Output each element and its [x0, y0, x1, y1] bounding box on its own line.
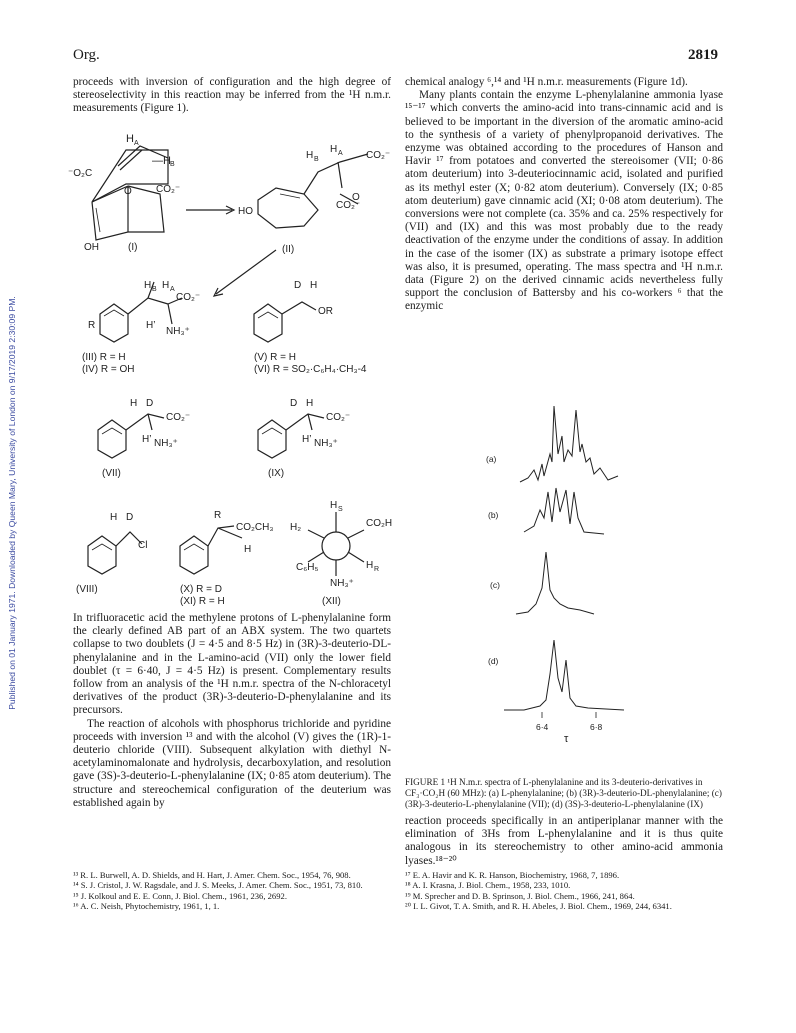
svg-text:CO₂⁻: CO₂⁻	[156, 184, 181, 195]
svg-text:H: H	[310, 280, 318, 291]
panel-label-a: (a)	[486, 454, 497, 464]
nmr-spectra-figure	[484, 392, 724, 772]
right-references	[405, 870, 723, 912]
svg-text:A: A	[170, 286, 175, 293]
label-IV: (IV) R = OH	[82, 364, 135, 375]
reference-17: ¹⁷ E. A. Havir and K. R. Hanson, Biochemistry, 1968, 7, 1896.	[405, 870, 620, 880]
svg-text:H: H	[330, 500, 338, 511]
svg-text:H: H	[110, 512, 118, 523]
svg-text:CO₂⁻: CO₂⁻	[366, 150, 391, 161]
figure-caption: FIGURE 1 ¹H N.m.r. spectra of L-phenylalanine and its 3-deuterio-derivatives in CF₃·CO₂H (60 MHz): (a) L-phenylalanine; (b) (3R)-3-deuterio-DL-phenylalanine; (c) (3R)-3-deuterio-L-phenylalanine (VII); (d) (3S)-3-deuterio-L-phenylalanine (IX)	[405, 777, 722, 809]
left-intro-paragraph: proceeds with inversion of configuration and the high degree of stereoselectivity in this reaction may be inferred from the ¹H n.m.r. measurements (Figure 1).	[73, 76, 391, 115]
tick-6-8: 6·8	[590, 722, 603, 732]
svg-text:B: B	[314, 156, 319, 163]
svg-text:CO₂CH₃: CO₂CH₃	[236, 522, 274, 533]
label-I: (I)	[128, 242, 138, 253]
svg-text:CO₂⁻: CO₂⁻	[336, 200, 361, 211]
panel-label-b: (b)	[488, 510, 499, 520]
reference-19: ¹⁹ M. Sprecher and D. B. Sprinson, J. Biol. Chem., 1966, 241, 864.	[405, 890, 635, 901]
journal-name: Org.	[73, 47, 100, 63]
svg-text:H’: H’	[146, 320, 156, 331]
svg-text:A: A	[134, 140, 139, 147]
spectrum-d	[504, 640, 624, 710]
label-XII: (XII)	[322, 596, 341, 607]
svg-text:—H: —H	[152, 155, 171, 167]
paragraph-analogy: chemical analogy ⁶,¹⁴ and ¹H n.m.r. measurements (Figure 1d).	[405, 76, 688, 88]
svg-text:H: H	[366, 560, 374, 571]
svg-text:NH₃⁺: NH₃⁺	[330, 578, 354, 589]
right-bottom-paragraph: reaction proceeds specifically in an antiperiplanar manner with the elimination of 3Hs from L-phenylalanine and it is thus quite analogous in its stereochemistry to other amino-acid ammonia lyases.¹⁸⁻²⁰	[405, 815, 723, 867]
paragraph-enzyme: Many plants contain the enzyme L-phenylalanine ammonia lyase ¹⁵⁻¹⁷ which converts the amino-acid into trans-cinnamic acid and is believed to be important in the diversion of the aromatic amino-acid to the synthesis of a variety of phenylpropanoid derivatives. The enzyme was obtained according to the procedures of Hanson and Havir ¹⁷ from potatoes and converted the stereoisomer (VII; 0·86 atom deuterium) into 3-deuteriocinnamic acid, isolated and purified as its methyl ester (X; 0·82 atom deuterium). Conversely (IX; 0·85 atom deuterium) gave cinnamic acid (XI; 0·08 atom deuterium). The conversions were not complete (ca. 35% and ca. 25% respectively for (VII) and (IX) and this was most probably due to the ready deactivation of the enzyme under the conditions of assay. In addition in the case of the isomer (IX) as substrate a primary isotope effect was also, it is presumed, operating. The mass spectra and ¹H n.m.r. data (Figure 2) on the derived cinnamic acids nevertheless fully support the conclusion of Battersby and his co-workers ⁶ that the enzymic	[405, 89, 723, 313]
reference-16: ¹⁶ A. C. Neish, Phytochemistry, 1961, 1, 1.	[73, 901, 220, 912]
spectrum-c	[516, 552, 594, 614]
svg-text:B: B	[170, 161, 175, 168]
svg-text:H₂: H₂	[290, 522, 302, 533]
svg-text:H: H	[126, 133, 134, 145]
svg-text:R: R	[214, 510, 222, 521]
reference-14: ¹⁴ S. J. Cristol, J. W. Ragsdale, and J. S. Meeks, J. Amer. Chem. Soc., 1951, 73, 810.	[73, 880, 363, 891]
svg-text:NH₃⁺: NH₃⁺	[166, 326, 190, 337]
svg-text:C₆H₅: C₆H₅	[296, 562, 319, 573]
svg-text:B: B	[152, 286, 157, 293]
svg-text:H: H	[306, 150, 314, 161]
svg-text:CO₂⁻: CO₂⁻	[326, 412, 351, 423]
svg-text:H: H	[130, 398, 138, 409]
paragraph-alcohols: The reaction of alcohols with phosphorus trichloride and pyridine proceeds with inversion ¹³ and with the alcohol (V) gives the (1R)-1-deuterio chloride (VIII). Subsequent alkylation with diethyl N-acetylaminomalonate and hydrolysis, decarboxylation, and resolution gave (3S)-3-deuterio-L-phenylalanine (IX; 0·85 atom deuterium). The structure and stereochemical configuration of the deuterium was established again by	[73, 717, 391, 809]
svg-text:H: H	[244, 544, 252, 555]
spectrum-a	[520, 406, 618, 482]
svg-text:NH₃⁺: NH₃⁺	[314, 438, 338, 449]
reference-20: ²⁰ I. L. Givot, T. A. Smith, and R. H. Abeles, J. Biol. Chem., 1969, 244, 6341.	[405, 901, 672, 912]
reference-13: ¹³ R. L. Burwell, A. D. Shields, and H. Hart, J. Amer. Chem. Soc., 1954, 76, 908.	[73, 870, 351, 880]
reference-15: ¹⁵ J. Kolkoul and E. E. Conn, J. Biol. Chem., 1961, 236, 2692.	[73, 890, 287, 901]
svg-text:H: H	[162, 280, 170, 291]
axis-tau: τ	[564, 733, 569, 745]
svg-text:S: S	[338, 506, 343, 513]
svg-text:D: D	[146, 398, 154, 409]
svg-text:D: D	[290, 398, 298, 409]
svg-text:CO₂⁻: CO₂⁻	[176, 292, 201, 303]
paragraph-methylene: In trifluoracetic acid the methylene protons of L-phenylalanine form the clearly defined AB part of an ABX system. The two quartets collapse to two doublets (J = 4·5 and 8·5 Hz) in (3R)-3-deuterio-DL-phenylalanine and in the L-amino-acid (VII) only the lower field doublet (τ = 6·40, J = 4·5 Hz) is present. Complementary results follow from an analysis of the ¹H n.m.r. spectra of the N-chloracetyl derivatives of the product (3R)-3-deuterio-D-phenylalanine and its precursors.	[73, 612, 391, 717]
right-top-column	[405, 76, 723, 314]
svg-text:H: H	[330, 144, 338, 155]
svg-text:CO₂H: CO₂H	[366, 518, 393, 529]
label-XI: (XI) R = H	[180, 596, 225, 607]
svg-text:OH: OH	[84, 242, 99, 253]
download-notice: Published on 01 January 1971. Downloaded by Queen Mary, University of London on 9/17/2019 2:30:09 PM.	[7, 296, 17, 710]
svg-text:O: O	[124, 186, 132, 197]
svg-text:H: H	[306, 398, 314, 409]
reference-18: ¹⁸ A. I. Krasna, J. Biol. Chem., 1958, 233, 1010.	[405, 880, 571, 891]
svg-text:Cl: Cl	[138, 540, 148, 551]
svg-text:D: D	[126, 512, 134, 523]
page-number: 2819	[688, 47, 718, 63]
svg-text:R: R	[374, 566, 380, 573]
svg-text:CO₂⁻: CO₂⁻	[166, 412, 191, 423]
svg-text:O: O	[352, 192, 360, 203]
svg-text:A: A	[338, 150, 343, 157]
left-body	[73, 612, 391, 810]
tick-6-4: 6·4	[536, 722, 549, 732]
label-VII: (VII)	[102, 468, 121, 479]
label-X: (X) R = D	[180, 584, 222, 595]
svg-text:HO: HO	[238, 206, 253, 217]
label-VIII: (VIII)	[76, 584, 98, 595]
label-VI: (VI) R = SO₂·C₆H₄·CH₃-4	[254, 364, 367, 375]
label-IX: (IX)	[268, 468, 285, 479]
label-II: (II)	[282, 244, 295, 255]
svg-text:NH₃⁺: NH₃⁺	[154, 438, 178, 449]
svg-text:H’: H’	[302, 434, 312, 445]
panel-label-c: (c)	[490, 580, 500, 590]
label-III: (III) R = H	[82, 352, 126, 363]
svg-text:⁻O₂C: ⁻O₂C	[68, 168, 93, 179]
svg-text:R: R	[88, 320, 96, 331]
svg-text:H: H	[144, 280, 152, 291]
reaction-scheme	[68, 128, 398, 607]
panel-label-d: (d)	[488, 656, 499, 666]
svg-text:D: D	[294, 280, 302, 291]
svg-text:H’: H’	[142, 434, 152, 445]
left-references	[73, 870, 391, 912]
svg-text:OR: OR	[318, 306, 333, 317]
label-V: (V) R = H	[254, 352, 296, 363]
spectrum-b	[524, 488, 604, 534]
